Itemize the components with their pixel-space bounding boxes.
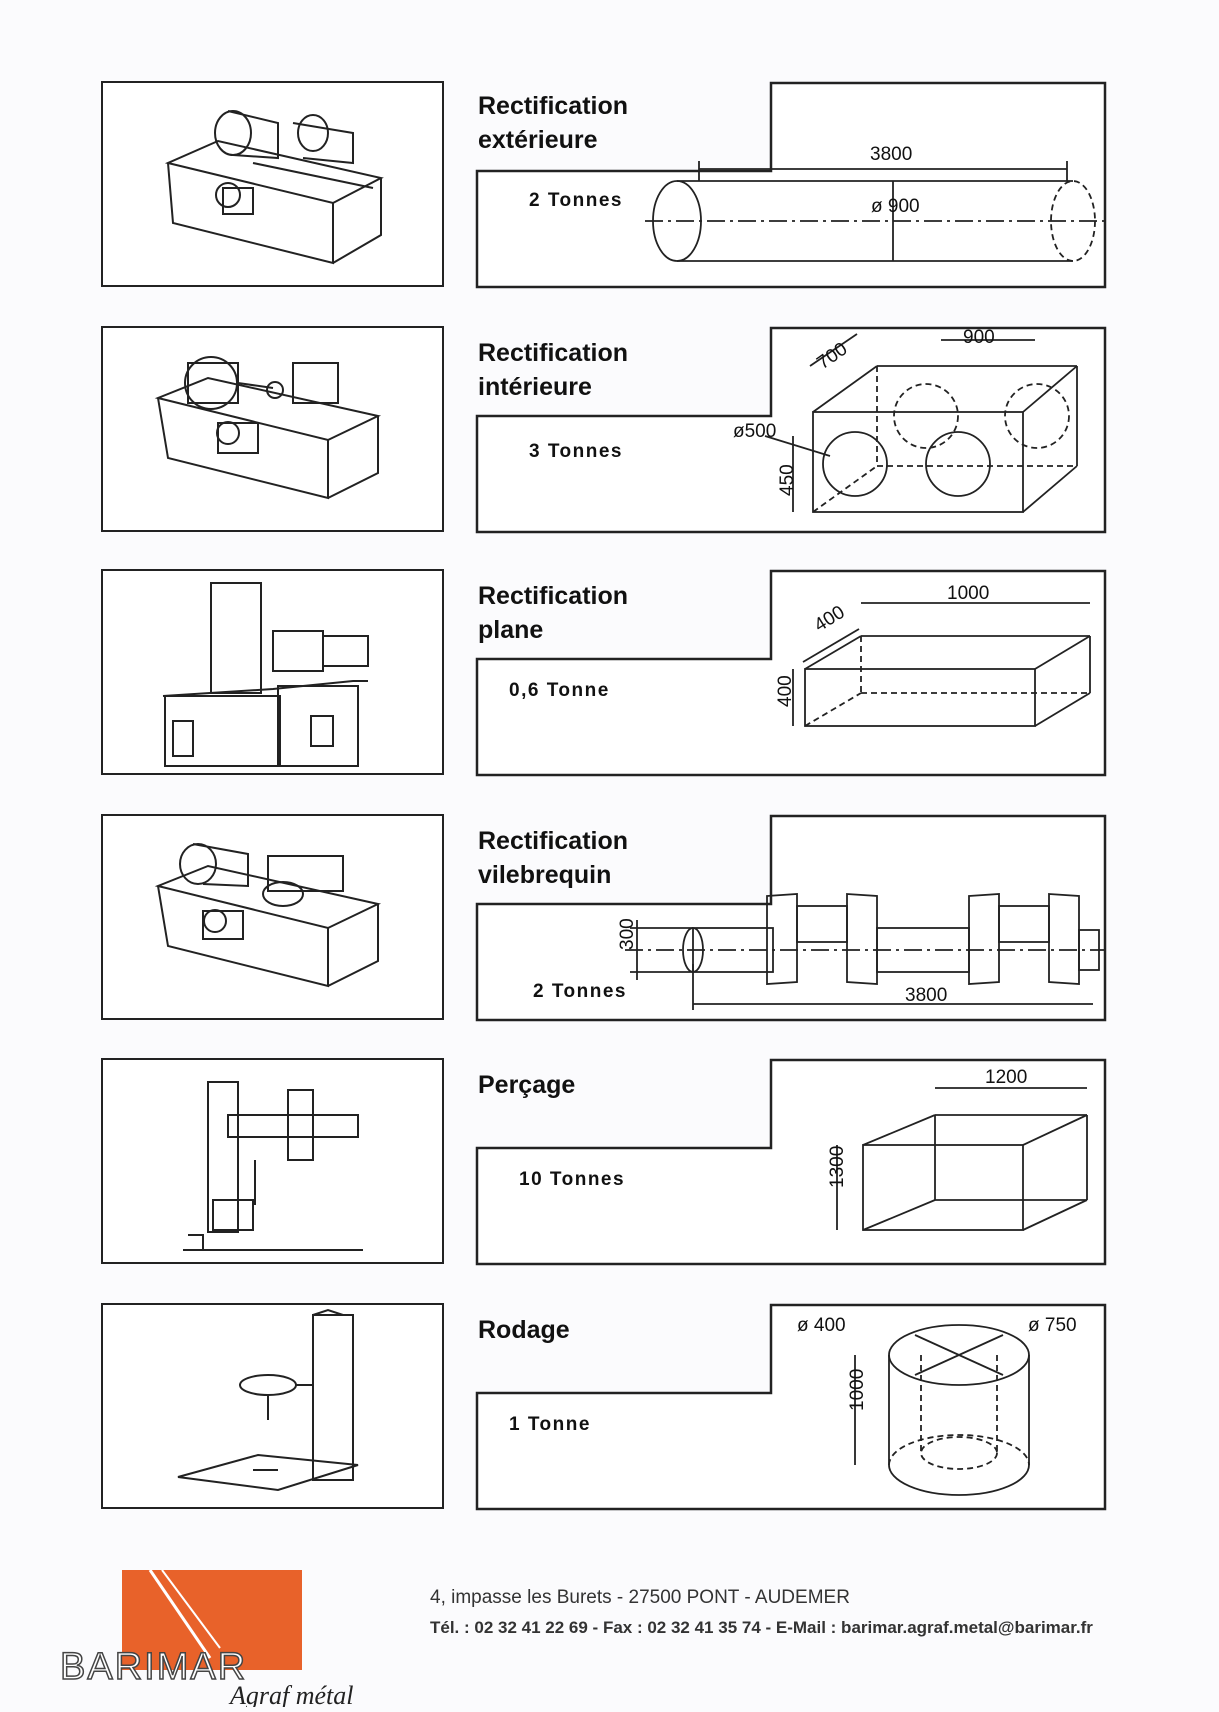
operation-title: Rectification plane — [478, 582, 629, 644]
weight-capacity: 0,6 Tonne — [509, 680, 610, 701]
dimension-label: ø 750 — [1028, 1315, 1077, 1336]
logo-brand: BARIMAR — [60, 1646, 248, 1688]
dimension-label: 400 — [775, 675, 796, 707]
operation-title: Rectification extérieure — [478, 92, 629, 154]
dimension-label: 1200 — [985, 1067, 1028, 1088]
operation-title: Rectification vilebrequin — [478, 827, 629, 889]
weight-capacity: 10 Tonnes — [519, 1169, 626, 1190]
dimension-label: 900 — [963, 327, 995, 348]
dimension-label: 700 — [813, 338, 852, 375]
weight-capacity: 3 Tonnes — [529, 441, 623, 462]
capacity-diagram — [475, 1303, 1115, 1513]
dimension-label: 1000 — [947, 583, 990, 604]
weight-capacity: 2 Tonnes — [529, 190, 623, 211]
row-rectification-interieure — [0, 326, 1219, 536]
operation-title: Perçage — [478, 1071, 576, 1099]
cylindrical-grinder-icon — [103, 83, 446, 289]
row-rectification-plane — [0, 569, 1219, 779]
barimar-logo — [60, 1568, 400, 1707]
dimension-label: 3800 — [870, 144, 913, 165]
row-rectification-exterieure — [0, 81, 1219, 291]
machine-illustration-box — [101, 569, 444, 775]
dimension-label: 3800 — [905, 985, 948, 1006]
company-address: 4, impasse les Burets - 27500 PONT - AUDEMER — [430, 1587, 850, 1608]
operation-title: Rectification intérieure — [478, 339, 629, 401]
row-rodage — [0, 1303, 1219, 1513]
machine-illustration-box — [101, 1303, 444, 1509]
machine-illustration-box — [101, 1058, 444, 1264]
machine-illustration-box — [101, 326, 444, 532]
dimension-label: ø 400 — [797, 1315, 846, 1336]
row-percage — [0, 1058, 1219, 1268]
crankshaft-grinder-icon — [103, 816, 446, 1022]
internal-grinder-icon — [103, 328, 446, 534]
dimension-label: 300 — [617, 918, 638, 950]
dimension-label: 1300 — [827, 1145, 848, 1188]
dimension-label: 400 — [810, 601, 849, 637]
surface-grinder-icon — [103, 571, 446, 777]
dimension-label: 1000 — [847, 1368, 868, 1411]
row-rectification-vilebrequin — [0, 814, 1219, 1024]
radial-drill-icon — [103, 1060, 446, 1266]
dimension-label: ø 900 — [871, 196, 920, 217]
logo-tagline: Agraf métal — [230, 1681, 354, 1707]
dimension-label: 450 — [777, 464, 798, 496]
weight-capacity: 2 Tonnes — [533, 981, 627, 1002]
company-contact: Tél. : 02 32 41 22 69 - Fax : 02 32 41 35 74 - E-Mail : barimar.agraf.metal@barimar.fr — [430, 1618, 1093, 1637]
honing-machine-icon — [103, 1305, 446, 1511]
machine-illustration-box — [101, 814, 444, 1020]
operation-title: Rodage — [478, 1316, 570, 1344]
dimension-label: ø500 — [733, 421, 777, 442]
weight-capacity: 1 Tonne — [509, 1414, 591, 1435]
machine-illustration-box — [101, 81, 444, 287]
